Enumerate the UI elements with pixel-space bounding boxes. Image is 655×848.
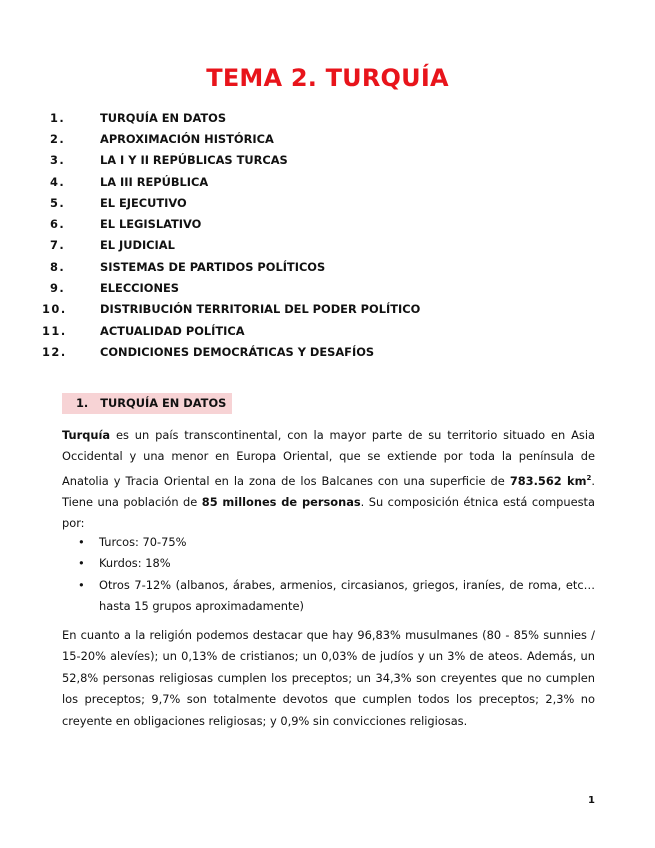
document-title: TEMA 2. TURQUÍA <box>206 64 449 92</box>
toc-label: ELECCIONES <box>100 281 179 296</box>
toc-label: APROXIMACIÓN HISTÓRICA <box>100 131 274 146</box>
toc-item <box>42 299 421 320</box>
toc-label: ACTUALIDAD POLÍTICA <box>100 323 245 338</box>
toc-label: LA I Y II REPÚBLICAS TURCAS <box>100 153 288 168</box>
area-number: 783.562 km <box>509 473 587 488</box>
population-value: 85 millones de personas <box>201 495 361 510</box>
toc-label: LA III REPÚBLICA <box>100 174 209 189</box>
toc-number: 9. <box>50 281 66 296</box>
toc-label: CONDICIONES DEMOCRÁTICAS Y DESAFÍOS <box>100 344 375 359</box>
paragraph-text: es un país transcontinental, con la mayor parte de su territorio situado en Asia Occidental y una menor en Europa Oriental, que se extiende por toda la península de Anatolia y Tracia Oriental en la zona de los Balcanes con una superficie de <box>62 428 595 488</box>
section-heading <box>62 393 232 414</box>
toc-item <box>50 171 420 192</box>
list-item-text: Turcos: 70-75% <box>99 535 187 549</box>
bullet-icon: • <box>78 556 85 571</box>
ethnic-list <box>78 532 595 618</box>
toc-number: 1. <box>50 110 66 125</box>
toc-number: 8. <box>50 259 66 274</box>
toc-number: 11. <box>42 323 67 338</box>
country-name: Turquía <box>62 428 111 442</box>
toc-number: 7. <box>50 238 66 253</box>
list-item <box>78 575 595 618</box>
toc-number: 10. <box>42 302 67 317</box>
toc-item <box>50 256 420 277</box>
area-superscript: 2 <box>586 473 592 482</box>
toc-label: DISTRIBUCIÓN TERRITORIAL DEL PODER POLÍTICO <box>100 302 421 317</box>
toc-number: 12. <box>42 344 67 359</box>
toc-item <box>50 277 420 298</box>
list-item-text: Kurdos: 18% <box>99 556 171 571</box>
list-item <box>78 553 595 574</box>
toc-item <box>42 341 420 362</box>
toc-item <box>50 192 420 213</box>
bullet-icon: • <box>78 577 85 592</box>
toc-number: 2. <box>50 131 66 146</box>
toc-label: EL EJECUTIVO <box>100 195 187 210</box>
toc-label: TURQUÍA EN DATOS <box>100 110 227 125</box>
toc-item <box>50 150 420 171</box>
bullet-icon: • <box>78 535 85 549</box>
page-number: 1 <box>588 795 595 806</box>
list-item <box>78 532 595 553</box>
area-value <box>510 474 592 488</box>
list-item-text: Otros 7-12% (albanos, árabes, armenios, circasianos, griegos, iraníes, de roma, etc… hasta 15 grupos aproximadamente) <box>99 577 595 614</box>
toc-label: EL JUDICIAL <box>100 238 175 253</box>
toc-item <box>50 128 420 149</box>
religion-paragraph: En cuanto a la religión podemos destacar que hay 96,83% musulmanes (80 - 85% sunnies / 15-20% alevíes); un 0,13% de cristianos; un 0,03% de judíos y un 3% de ateos. Además, un 52,8% personas religiosas cumplen los preceptos; un 34,3% son creyentes que no cumplen los preceptos; 9,7% son totalmente devotos que cumplen todos los preceptos; 2,3% no creyente en obligaciones religiosas; y 0,9% sin convicciones religiosas. <box>62 628 595 728</box>
intro-paragraph <box>62 425 595 535</box>
toc-number: 5. <box>50 195 66 210</box>
toc-item <box>50 107 420 128</box>
toc-item <box>50 235 420 256</box>
paragraph-text: . Su composición étnica está compuesta por: <box>62 495 595 531</box>
table-of-contents <box>42 107 421 363</box>
toc-item <box>50 213 420 234</box>
toc-number: 6. <box>50 217 66 232</box>
paragraph-text: . Tiene una población de <box>62 473 596 510</box>
section-number: 1. <box>76 396 89 410</box>
toc-label: SISTEMAS DE PARTIDOS POLÍTICOS <box>100 259 326 274</box>
toc-item <box>42 320 420 341</box>
toc-number: 4. <box>50 174 66 189</box>
section-title: TURQUÍA EN DATOS <box>100 396 227 410</box>
toc-number: 3. <box>50 153 66 168</box>
toc-label: EL LEGISLATIVO <box>100 217 202 232</box>
